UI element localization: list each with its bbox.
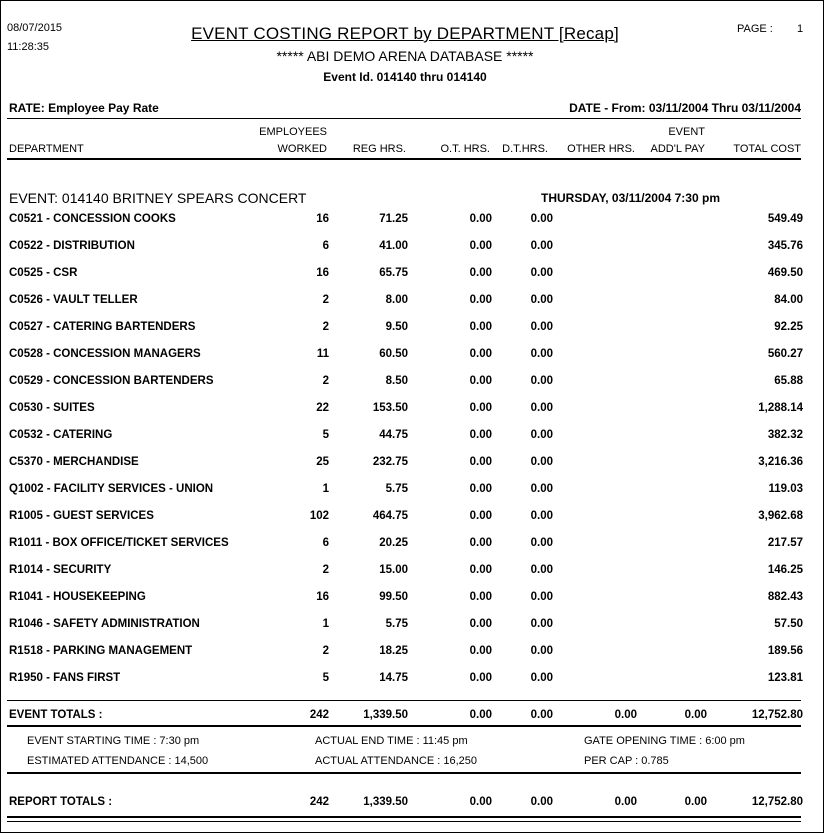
reg-hrs-cell: 5.75 (385, 618, 408, 630)
report-totals-total: 12,752.80 (751, 796, 803, 808)
table-row (1, 510, 825, 528)
event-totals-addl: 0.00 (684, 709, 707, 721)
total-cost-cell: 217.57 (767, 537, 803, 549)
print-date: 08/07/2015 (7, 22, 63, 34)
total-cost-cell: 382.32 (767, 429, 803, 441)
col-employees: WORKED (277, 143, 327, 155)
ot-hrs-cell: 0.00 (469, 510, 492, 522)
total-cost-cell: 123.81 (767, 672, 803, 684)
report-title: EVENT COSTING REPORT by DEPARTMENT [Recap] (191, 24, 619, 43)
date-range: DATE - From: 03/11/2004 Thru 03/11/2004 (569, 101, 801, 115)
page-label: PAGE : (737, 23, 773, 35)
ot-hrs-cell: 0.00 (469, 348, 492, 360)
dt-hrs-cell: 0.00 (530, 321, 553, 333)
rate-label: RATE: Employee Pay Rate (9, 101, 159, 115)
ot-hrs-cell: 0.00 (469, 429, 492, 441)
reg-hrs-cell: 232.75 (372, 456, 408, 468)
reg-hrs-cell: 20.25 (379, 537, 408, 549)
table-row (1, 456, 825, 474)
department-cell: C0526 - VAULT TELLER (9, 294, 138, 306)
employees-cell: 25 (316, 456, 329, 468)
estimated-attendance: ESTIMATED ATTENDANCE : 14,500 (27, 755, 209, 767)
table-row (1, 375, 825, 393)
dt-hrs-cell: 0.00 (530, 267, 553, 279)
col-ot-hrs: O.T. HRS. (440, 143, 490, 155)
dt-hrs-cell: 0.00 (530, 645, 553, 657)
dt-hrs-cell: 0.00 (530, 213, 553, 225)
ot-hrs-cell: 0.00 (469, 564, 492, 576)
divider (7, 118, 801, 119)
table-row (1, 672, 825, 690)
database-name: ***** ABI DEMO ARENA DATABASE ***** (276, 48, 534, 64)
table-row (1, 321, 825, 339)
divider (7, 816, 801, 818)
actual-end-time: ACTUAL END TIME : 11:45 pm (315, 735, 468, 747)
department-cell: C0529 - CONCESSION BARTENDERS (9, 375, 214, 387)
reg-hrs-cell: 71.25 (379, 213, 408, 225)
employees-cell: 1 (322, 483, 329, 495)
reg-hrs-cell: 153.50 (372, 402, 408, 414)
department-cell: R1005 - GUEST SERVICES (9, 510, 154, 522)
total-cost-cell: 560.27 (767, 348, 803, 360)
department-cell: C5370 - MERCHANDISE (9, 456, 139, 468)
divider (7, 700, 801, 701)
report-totals-reg: 1,339.50 (363, 796, 408, 808)
department-cell: C0521 - CONCESSION COOKS (9, 213, 176, 225)
total-cost-cell: 469.50 (767, 267, 803, 279)
department-cell: R1011 - BOX OFFICE/TICKET SERVICES (9, 537, 229, 549)
reg-hrs-cell: 60.50 (379, 348, 408, 360)
employees-cell: 5 (322, 672, 329, 684)
reg-hrs-cell: 9.50 (385, 321, 408, 333)
table-row (1, 240, 825, 258)
dt-hrs-cell: 0.00 (530, 510, 553, 522)
total-cost-cell: 65.88 (774, 375, 803, 387)
col-total-cost: TOTAL COST (733, 143, 801, 155)
ot-hrs-cell: 0.00 (469, 537, 492, 549)
employees-cell: 2 (322, 564, 329, 576)
department-cell: R1046 - SAFETY ADMINISTRATION (9, 618, 200, 630)
event-label: EVENT: 014140 BRITNEY SPEARS CONCERT (9, 190, 307, 206)
department-cell: C0525 - CSR (9, 267, 78, 279)
col-other-hrs: OTHER HRS. (567, 143, 635, 155)
report-totals-addl: 0.00 (684, 796, 707, 808)
table-row (1, 537, 825, 555)
total-cost-cell: 119.03 (768, 483, 803, 495)
total-cost-cell: 92.25 (774, 321, 803, 333)
reg-hrs-cell: 5.75 (385, 483, 408, 495)
dt-hrs-cell: 0.00 (530, 591, 553, 603)
dt-hrs-cell: 0.00 (530, 402, 553, 414)
event-range: Event Id. 014140 thru 014140 (323, 70, 487, 84)
event-totals-dt: 0.00 (530, 709, 553, 721)
dt-hrs-cell: 0.00 (530, 348, 553, 360)
dt-hrs-cell: 0.00 (530, 564, 553, 576)
event-totals-other: 0.00 (614, 709, 637, 721)
report-totals-emp: 242 (309, 796, 329, 808)
ot-hrs-cell: 0.00 (469, 483, 492, 495)
employees-cell: 6 (322, 240, 329, 252)
divider (7, 772, 801, 774)
ot-hrs-cell: 0.00 (469, 240, 492, 252)
report-totals-row (1, 796, 825, 814)
reg-hrs-cell: 65.75 (379, 267, 408, 279)
employees-cell: 16 (316, 267, 329, 279)
event-totals-reg: 1,339.50 (363, 709, 408, 721)
total-cost-cell: 345.76 (767, 240, 803, 252)
col-event-top: EVENT (668, 126, 705, 138)
table-row (1, 429, 825, 447)
table-row (1, 294, 825, 312)
per-cap: PER CAP : 0.785 (584, 755, 669, 767)
reg-hrs-cell: 464.75 (372, 510, 408, 522)
employees-cell: 11 (316, 348, 329, 360)
employees-cell: 2 (322, 375, 329, 387)
total-cost-cell: 882.43 (767, 591, 803, 603)
total-cost-cell: 84.00 (774, 294, 803, 306)
employees-cell: 102 (309, 510, 329, 522)
ot-hrs-cell: 0.00 (469, 402, 492, 414)
ot-hrs-cell: 0.00 (469, 375, 492, 387)
dt-hrs-cell: 0.00 (530, 456, 553, 468)
employees-cell: 2 (322, 321, 329, 333)
department-cell: R1041 - HOUSEKEEPING (9, 591, 146, 603)
dt-hrs-cell: 0.00 (530, 240, 553, 252)
table-row (1, 483, 825, 501)
employees-cell: 22 (316, 402, 329, 414)
table-row (1, 645, 825, 663)
reg-hrs-cell: 8.50 (385, 375, 408, 387)
department-cell: C0530 - SUITES (9, 402, 95, 414)
event-totals-total: 12,752.80 (751, 709, 803, 721)
ot-hrs-cell: 0.00 (469, 591, 492, 603)
employees-cell: 6 (322, 537, 329, 549)
department-cell: C0532 - CATERING (9, 429, 113, 441)
dt-hrs-cell: 0.00 (530, 537, 553, 549)
report-totals-label: REPORT TOTALS : (9, 796, 113, 808)
total-cost-cell: 549.49 (767, 213, 803, 225)
table-row (1, 564, 825, 582)
employees-cell: 5 (322, 429, 329, 441)
col-reg-hrs: REG HRS. (352, 143, 406, 155)
ot-hrs-cell: 0.00 (469, 456, 492, 468)
event-day: THURSDAY, 03/11/2004 7:30 pm (541, 191, 720, 205)
dt-hrs-cell: 0.00 (530, 672, 553, 684)
department-cell: R1950 - FANS FIRST (9, 672, 121, 684)
report-totals-other: 0.00 (614, 796, 637, 808)
ot-hrs-cell: 0.00 (469, 321, 492, 333)
event-totals-ot: 0.00 (469, 709, 492, 721)
table-row (1, 618, 825, 636)
actual-attendance: ACTUAL ATTENDANCE : 16,250 (315, 755, 477, 767)
event-totals-label: EVENT TOTALS : (9, 709, 103, 721)
reg-hrs-cell: 99.50 (379, 591, 408, 603)
col-addl-pay: ADD'L PAY (650, 143, 705, 155)
reg-hrs-cell: 8.00 (385, 294, 408, 306)
dt-hrs-cell: 0.00 (530, 375, 553, 387)
table-row (1, 591, 825, 609)
dt-hrs-cell: 0.00 (530, 618, 553, 630)
event-start-time: EVENT STARTING TIME : 7:30 pm (27, 735, 200, 747)
department-cell: R1014 - SECURITY (9, 564, 112, 576)
ot-hrs-cell: 0.00 (469, 618, 492, 630)
table-row (1, 402, 825, 420)
divider (7, 725, 801, 727)
reg-hrs-cell: 41.00 (379, 240, 408, 252)
page-number: 1 (797, 23, 804, 35)
report-totals-dt: 0.00 (530, 796, 553, 808)
table-row (1, 213, 825, 231)
department-cell: Q1002 - FACILITY SERVICES - UNION (9, 483, 214, 495)
employees-cell: 1 (322, 618, 329, 630)
table-row (1, 348, 825, 366)
col-dt-hrs: D.T.HRS. (502, 143, 548, 155)
total-cost-cell: 146.25 (767, 564, 803, 576)
ot-hrs-cell: 0.00 (469, 213, 492, 225)
department-cell: C0527 - CATERING BARTENDERS (9, 321, 196, 333)
department-cell: C0528 - CONCESSION MANAGERS (9, 348, 201, 360)
report-totals-ot: 0.00 (469, 796, 492, 808)
reg-hrs-cell: 18.25 (379, 645, 408, 657)
event-totals-emp: 242 (309, 709, 329, 721)
department-cell: R1518 - PARKING MANAGEMENT (9, 645, 193, 657)
total-cost-cell: 189.56 (767, 645, 803, 657)
header-divider (7, 158, 801, 160)
dt-hrs-cell: 0.00 (530, 483, 553, 495)
table-row (1, 267, 825, 285)
total-cost-cell: 1,288.14 (758, 402, 803, 414)
print-time: 11:28:35 (7, 41, 50, 53)
col-department: DEPARTMENT (9, 143, 84, 155)
divider (7, 821, 801, 822)
reg-hrs-cell: 44.75 (379, 429, 408, 441)
ot-hrs-cell: 0.00 (469, 672, 492, 684)
total-cost-cell: 3,962.68 (758, 510, 803, 522)
ot-hrs-cell: 0.00 (469, 645, 492, 657)
dt-hrs-cell: 0.00 (530, 429, 553, 441)
gate-opening-time: GATE OPENING TIME : 6:00 pm (584, 735, 745, 747)
department-cell: C0522 - DISTRIBUTION (9, 240, 135, 252)
reg-hrs-cell: 14.75 (379, 672, 408, 684)
reg-hrs-cell: 15.00 (379, 564, 408, 576)
ot-hrs-cell: 0.00 (469, 294, 492, 306)
employees-cell: 2 (322, 294, 329, 306)
ot-hrs-cell: 0.00 (469, 267, 492, 279)
col-employees-top: EMPLOYEES (259, 126, 327, 138)
dt-hrs-cell: 0.00 (530, 294, 553, 306)
employees-cell: 16 (316, 213, 329, 225)
employees-cell: 2 (322, 645, 329, 657)
total-cost-cell: 57.50 (774, 618, 803, 630)
total-cost-cell: 3,216.36 (758, 456, 803, 468)
employees-cell: 16 (316, 591, 329, 603)
